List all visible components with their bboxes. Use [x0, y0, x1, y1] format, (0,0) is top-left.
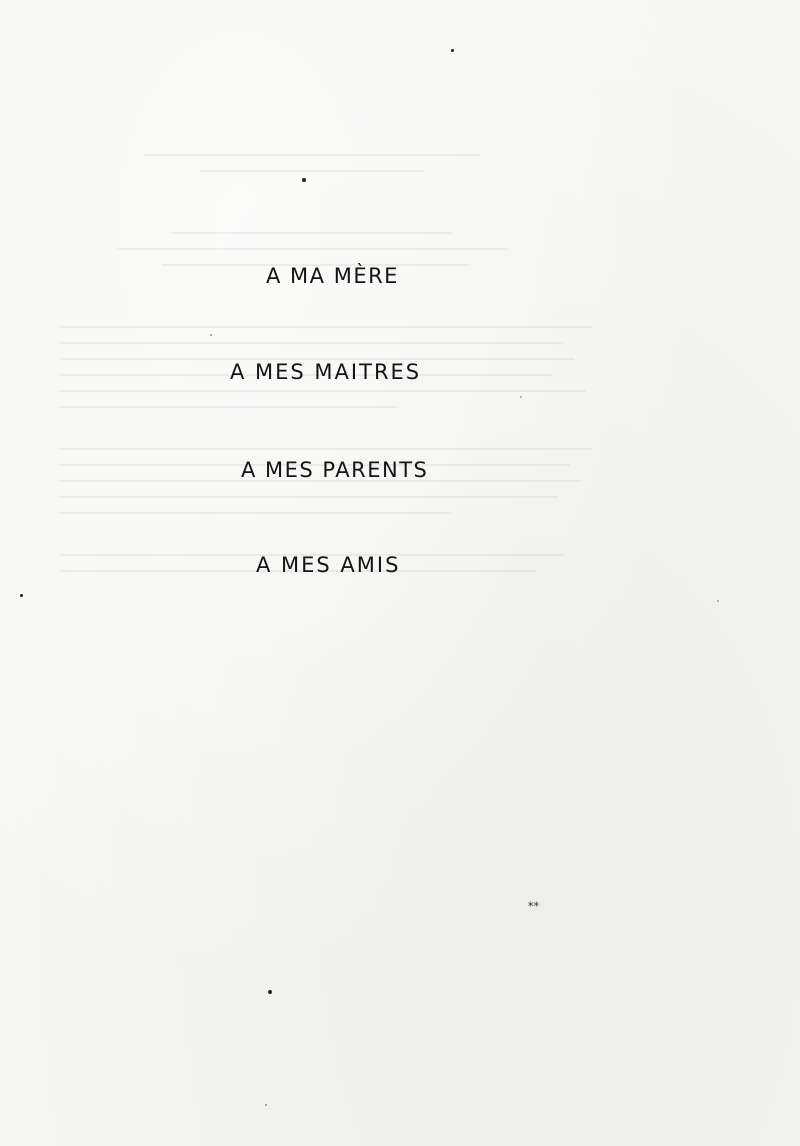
scan-speck	[210, 334, 212, 336]
bleed-through-texture	[60, 140, 620, 920]
scan-speck	[451, 49, 454, 52]
dedication-parents: A MES PARENTS	[241, 458, 429, 482]
scan-speck	[302, 178, 306, 182]
printer-mark: **	[528, 900, 539, 913]
scan-speck	[265, 1104, 267, 1106]
dedication-friends: A MES AMIS	[256, 553, 401, 577]
dedication-masters: A MES MAITRES	[230, 360, 422, 384]
scan-speck	[520, 396, 522, 398]
dedication-mother: A MA MÈRE	[266, 264, 399, 288]
scan-speck	[268, 990, 272, 994]
scan-speck	[20, 594, 23, 597]
scan-speck	[717, 600, 719, 602]
